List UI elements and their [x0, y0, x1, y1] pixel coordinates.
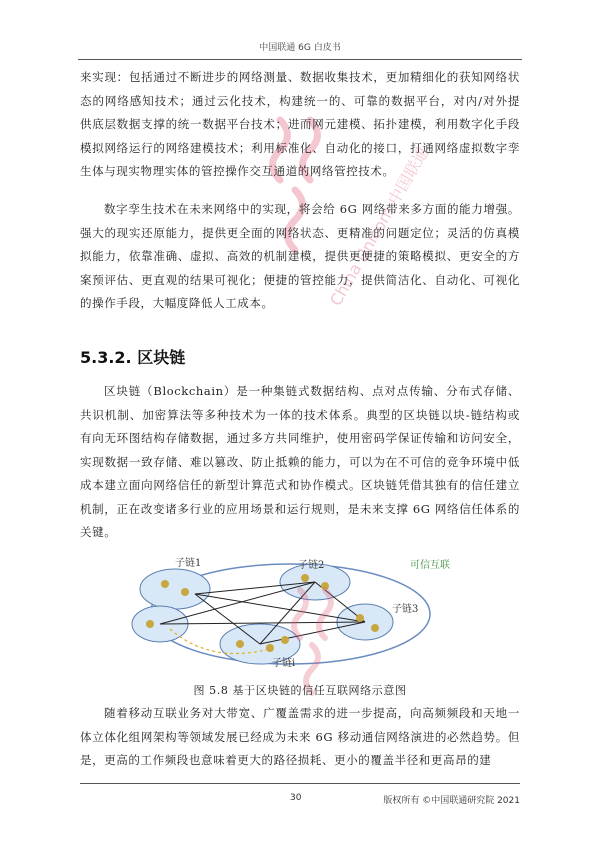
footer-copyright: 版权所有 ©中国联通研究院 2021	[383, 796, 520, 806]
footer-divider	[80, 783, 520, 784]
figure-caption: 图 5.8 基于区块链的信任互联网络示意图	[193, 684, 407, 697]
label-chain1: 子链1	[175, 558, 202, 569]
section-title: 5.3.2. 区块链	[80, 348, 186, 367]
paragraph-1: 来实现：包括通过不断进步的网络测量、数据收集技术，更加精细化的获知网络状态的网络感知技术；通过云化技术，构建统一的、可靠的数据平台，对内/对外提供底层数据支撑的统一数据平台技术；进而网元建模、拓扑建模，利用数字化手段模拟网络运行的网络建模技术；利用标准化、自动化的接口，打通网络虚拟数字孪生体与现实物理实体的管控操作交互通道的网络管控技术。	[80, 70, 520, 178]
label-chain2: 子链2	[298, 560, 325, 571]
label-chain3: 子链3	[392, 604, 419, 615]
blockchain-network-diagram	[120, 554, 480, 672]
page-number: 30	[290, 793, 302, 803]
paragraph-2: 数字孪生技术在未来网络中的实现，将会给 6G 网络带来多方面的能力增强。强大的现实还原能力，提供更全面的网络状态、更精准的问题定位；灵活的仿真模拟能力，依靠准确、虚拟、高效的机制建模，提供更便捷的策略模拟、更安全的方案预评估、更直观的结果可视化；便捷的管控能力，提供简洁化、自动化、可视化的操作手段，大幅度降低人工成本。	[80, 202, 520, 310]
paragraph-3: 区块链（Blockchain）是一种集链式数据结构、点对点传输、分布式存储、共识机制、加密算法等多种技术为一体的技术体系。典型的区块链以块-链结构或有向无环图结构存储数据，通过多方共同维护，使用密码学保证传输和访问安全，实现数据一致存储、难以篡改、防止抵赖的能力，可以为在不可信的竞争环境中低成本建立面向网络信任的新型计算范式和协作模式。区块链凭借其独有的信任建立机制，正在改变诸多行业的应用场景和运行规则，是未来支撑 6G 网络信任体系的关键。	[80, 384, 520, 539]
cloud-group	[132, 564, 393, 664]
label-chaini: 子链i	[272, 658, 296, 669]
page-header	[78, 40, 522, 60]
label-trusted-interconnect: 可信互联	[410, 560, 450, 571]
header-title: 中国联通 6G 白皮书	[259, 43, 341, 53]
cloud-chain1	[140, 569, 210, 609]
paragraph-4: 随着移动互联业务对大带宽、广覆盖需求的进一步提高，向高频频段和天地一体立体化组网架构等领域发展已经成为未来 6G 移动通信网络演进的必然趋势。但是，更高的工作频段也意味着更大的路径损耗、更小的覆盖半径和更高昂的建	[80, 706, 520, 767]
watermark-text: China Unicom 中国联通	[325, 143, 433, 310]
